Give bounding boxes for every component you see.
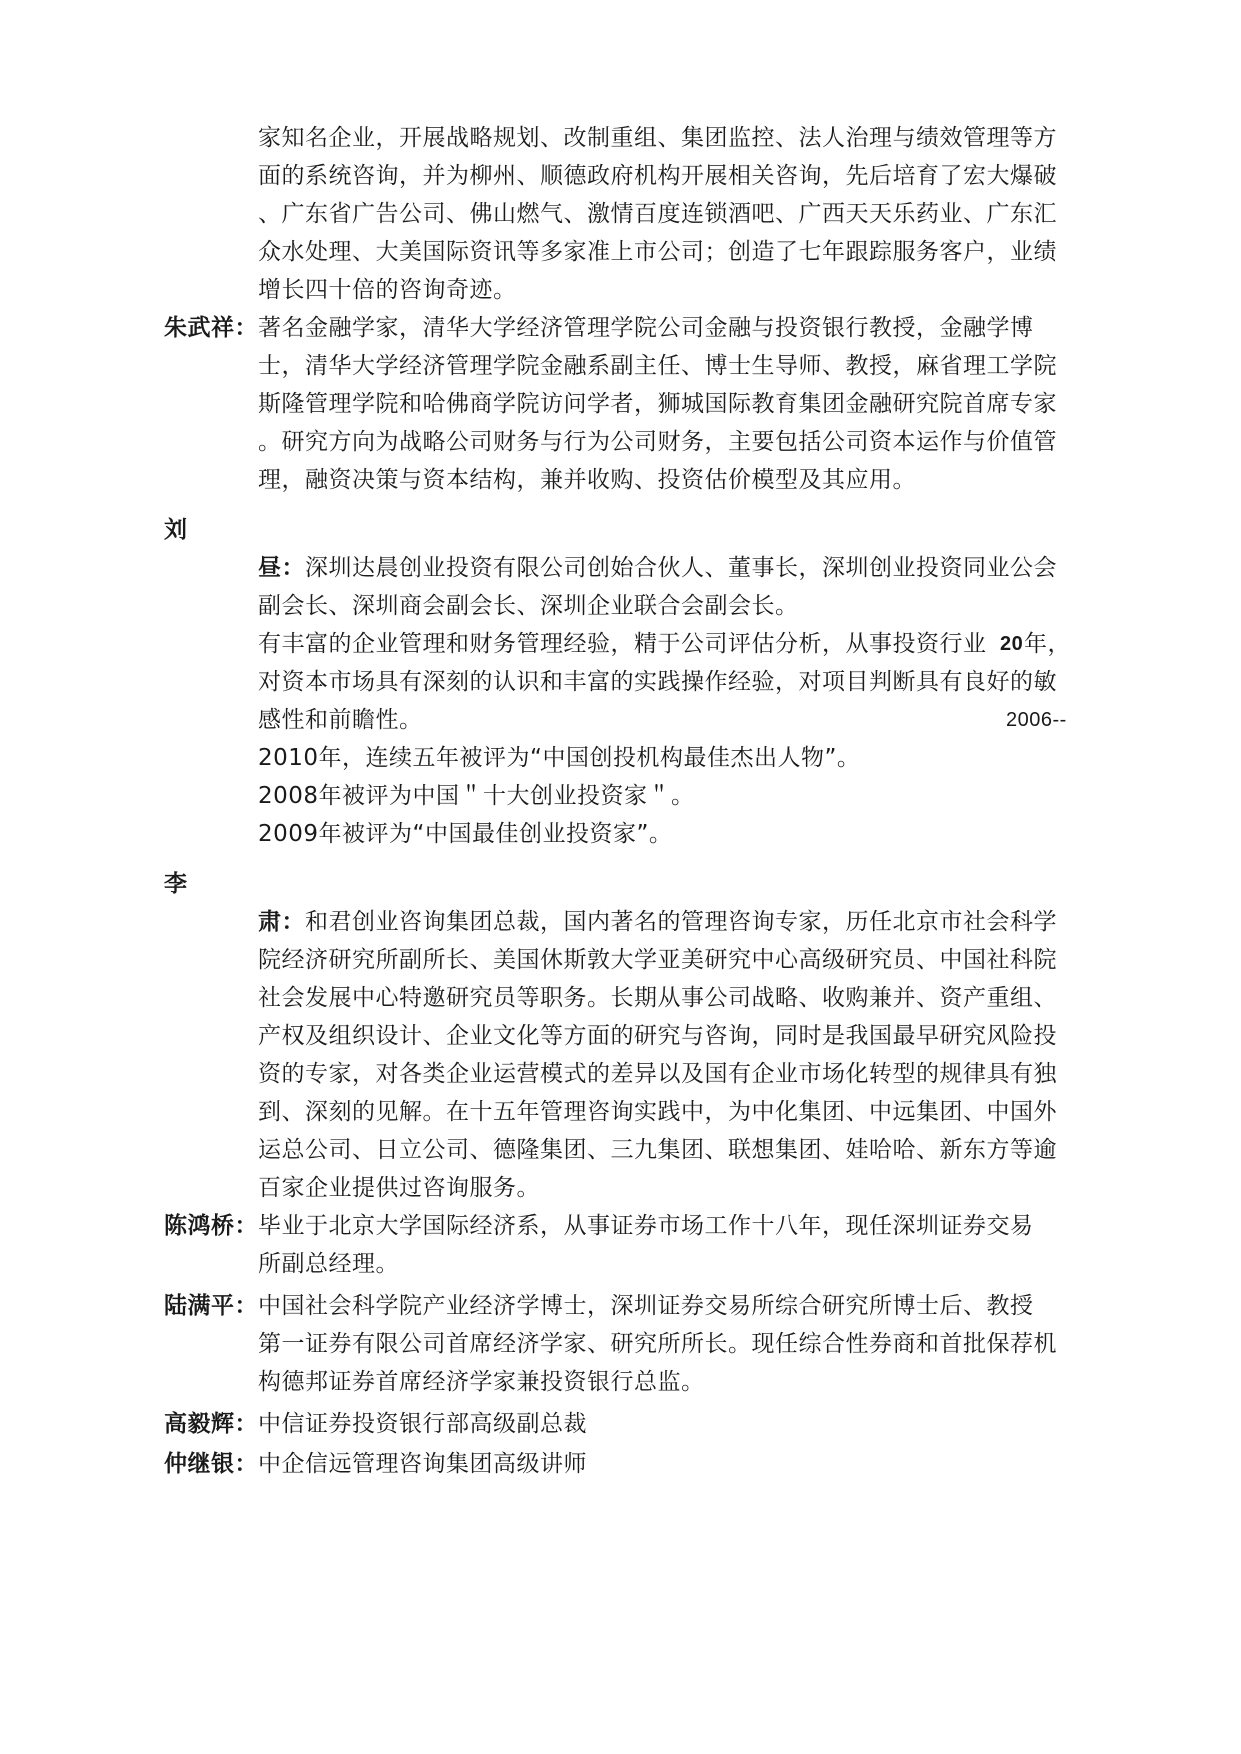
person-name-first-char: 刘 [164,517,188,543]
bio-text: 有丰富的企业管理和财务管理经验，精于公司评估分析，从事投资行业 [258,631,987,657]
bio-line: 对资本市场具有深刻的认识和丰富的实践操作经验，对项目判断具有良好的敏 [258,669,1057,695]
person-entry-chen [164,1212,1034,1240]
person-name: 肃： [258,909,305,935]
bio-line: 运总公司、日立公司、德隆集团、三九集团、联想集团、娃哈哈、新东方等逾 [258,1137,1057,1163]
person-name: 高毅辉： [164,1411,258,1437]
intro-line: 、广东省广告公司、佛山燃气、激情百度连锁酒吧、广西天天乐药业、广东汇 [258,201,1057,227]
bio-line: 。研究方向为战略公司财务与行为公司财务，主要包括公司资本运作与价值管 [258,429,1057,455]
person-name: 陈鸿桥： [164,1213,258,1239]
person-entry-gao [164,1410,587,1438]
intro-line: 家知名企业，开展战略规划、改制重组、集团监控、法人治理与绩效管理等方 [258,125,1057,151]
person-entry-zhong [164,1450,587,1478]
person-name: 陆满平： [164,1293,258,1319]
years-number: 20 [1000,633,1024,655]
bio-text: 著名金融学家，清华大学经济管理学院公司金融与投资银行教授，金融学博 [258,315,1034,341]
bio-text: 中信证券投资银行部高级副总裁 [258,1411,587,1437]
bio-text: 中企信远管理咨询集团高级讲师 [258,1451,587,1477]
person-entry-liu [258,554,1057,582]
bio-line: 士，清华大学经济管理学院金融系副主任、博士生导师、教授，麻省理工学院 [258,353,1057,379]
person-entry-lu [164,1292,1034,1320]
bio-text: 中国社会科学院产业经济学博士，深圳证券交易所综合研究所博士后、教授 [258,1293,1034,1319]
bio-text: 和君创业咨询集团总裁，国内著名的管理咨询专家，历任北京市社会科学 [305,909,1057,935]
bio-text: 深圳达晨创业投资有限公司创始合伙人、董事长，深圳创业投资同业公会 [305,555,1057,581]
intro-line: 众水处理、大美国际资讯等多家准上市公司；创造了七年跟踪服务客户，业绩 [258,239,1057,265]
year-range-start: 2006-- [1006,709,1067,731]
person-name: 仲继银： [164,1451,258,1477]
bio-line: 社会发展中心特邀研究员等职务。长期从事公司战略、收购兼并、资产重组、 [258,985,1057,1011]
bio-line: 院经济研究所副所长、美国休斯敦大学亚美研究中心高级研究员、中国社科院 [258,947,1057,973]
bio-line: 所副总经理。 [258,1251,399,1277]
person-entry-li [258,908,1057,936]
bio-line: 理，融资决策与资本结构，兼并收购、投资估价模型及其应用。 [258,467,916,493]
bio-line: 构德邦证券首席经济学家兼投资银行总监。 [258,1369,705,1395]
bio-line: 斯隆管理学院和哈佛商学院访问学者，狮城国际教育集团金融研究院首席专家 [258,391,1057,417]
person-name-first-char: 李 [164,871,188,897]
intro-line: 面的系统咨询，并为柳州、顺德政府机构开展相关咨询，先后培育了宏大爆破 [258,163,1057,189]
person-entry-zhu [164,314,1034,342]
bio-line: 副会长、深圳商会副会长、深圳企业联合会副会长。 [258,593,799,619]
bio-line: 资的专家，对各类企业运营模式的差异以及国有企业市场化转型的规律具有独 [258,1061,1057,1087]
award-line: 2008年被评为中国＂十大创业投资家＂。 [258,783,695,809]
person-name: 朱武祥： [164,315,258,341]
award-line: 2009年被评为“中国最佳创业投资家”。 [258,821,673,847]
intro-line: 增长四十倍的咨询奇迹。 [258,277,517,303]
award-line: 2010年，连续五年被评为“中国创投机构最佳杰出人物”。 [258,745,861,771]
years-suffix: 年， [1024,631,1071,657]
person-name: 昼： [258,555,305,581]
bio-text: 毕业于北京大学国际经济系，从事证券市场工作十八年，现任深圳证券交易 [258,1213,1034,1239]
bio-line [258,630,987,658]
bio-line: 百家企业提供过咨询服务。 [258,1175,540,1201]
bio-line: 感性和前瞻性。 [258,707,423,733]
bio-line: 第一证券有限公司首席经济学家、研究所所长。现任综合性券商和首批保荐机 [258,1331,1057,1357]
bio-line: 产权及组织设计、企业文化等方面的研究与咨询，同时是我国最早研究风险投 [258,1023,1057,1049]
bio-line: 到、深刻的见解。在十五年管理咨询实践中，为中化集团、中远集团、中国外 [258,1099,1057,1125]
